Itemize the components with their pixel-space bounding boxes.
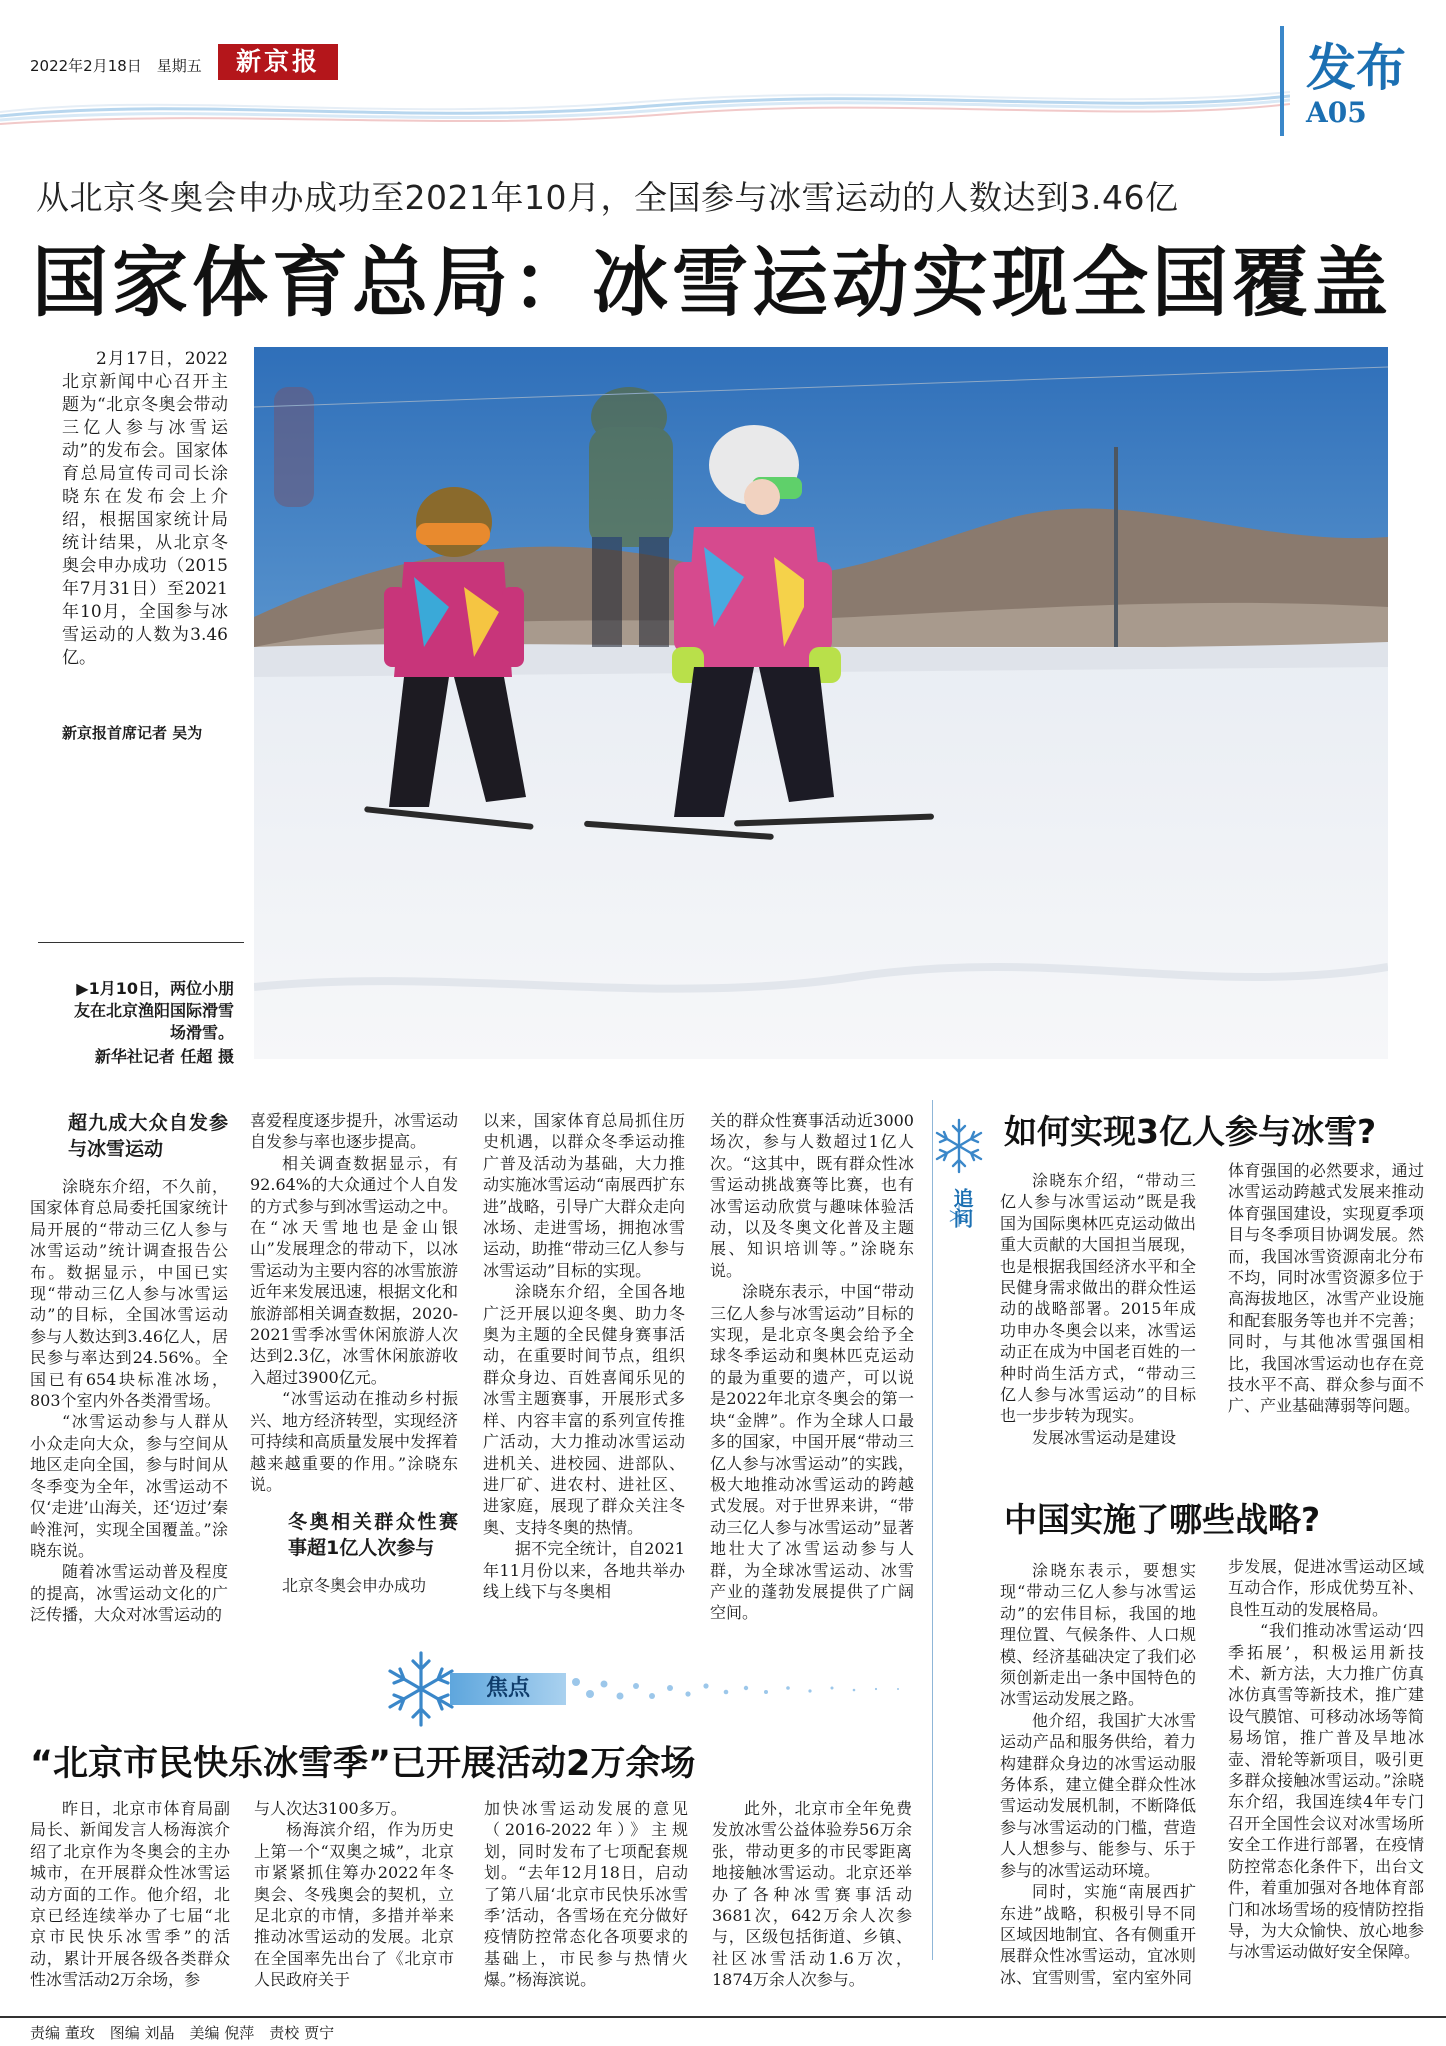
article-column-2 xyxy=(250,1110,458,1597)
caption-rule xyxy=(38,942,244,943)
lead-byline: 新京报首席记者 吴为 xyxy=(62,724,203,742)
paragraph: 他介绍，我国扩大冰雪运动产品和服务供给，着力构建群众身边的冰雪运动服务体系，建立健全群众性冰雪运动发展机制，不断降低参与冰雪运动的门槛，营造人人想参与、能参与、乐于参与的冰雪运动环境。 xyxy=(1000,1710,1196,1880)
paragraph: 涂晓东表示，要想实现“带动三亿人参与冰雪运动”的宏伟目标，我国的地理位置、气候条件、人口规模、经济基础决定了我们必须创新走出一条中国特色的冰雪运动发展之路。 xyxy=(1000,1561,1196,1709)
paragraph: 步发展，促进冰雪运动区域互动合作，形成优势互补、良性互动的发展格局。 xyxy=(1228,1557,1424,1619)
header-wave-decoration xyxy=(0,86,1290,132)
section-divider xyxy=(1280,26,1284,136)
issue-date: 2022年2月18日 星期五 xyxy=(30,57,202,75)
paragraph: “冰雪运动参与人群从小众走向大众，参与空间从地区走向全国，参与时间从冬季变为全年，冰雪运动不仅‘走进’山海关，还‘迈过’秦岭淮河，实现全国覆盖。”涂晓东说。 xyxy=(30,1412,228,1560)
qa-question-1-column-2 xyxy=(1228,1160,1424,1417)
paragraph: 关的群众性赛事活动近3000场次，参与人数超过1亿人次。“这其中，既有群众性冰雪运动挑战赛等比赛，也有冰雪运动欣赏与趣味体验活动，以及冬奥文化普及主题展、知识培训等。”涂晓东说。 xyxy=(710,1111,914,1280)
paragraph: 以来，国家体育总局抓住历史机遇，以群众冬季运动推广普及活动为基础，大力推动实施冰雪运动“南展西扩东进”战略，引导广大群众走向冰场、走进雪场，拥抱冰雪运动，助推“带动三亿人参与冰雪运动”目标的实现。 xyxy=(483,1111,685,1280)
focus-column-1 xyxy=(30,1798,230,1991)
paragraph: 昨日，北京市体育局副局长、新闻发言人杨海滨介绍了北京作为冬奥会的主办城市，在开展群众性冰雪运动方面的工作。他介绍，北京已经连续举办了七届“北京市民快乐冰雪季”的活动，累计开展各级各类群众性冰雪活动2万余场，参 xyxy=(30,1799,230,1990)
paragraph: 涂晓东介绍，不久前，国家体育总局委托国家统计局开展的“带动三亿人参与冰雪运动”统计调查报告公布。数据显示，中国已实现“带动三亿人参与冰雪运动”的目标，全国冰雪运动参与人数达到3.46亿人，居民参与率达到24.56%。全国已有654块标准冰场，803个室内外各类滑雪场。 xyxy=(30,1177,228,1411)
paragraph: 涂晓东表示，中国“带动三亿人参与冰雪运动”目标的实现，是北京冬奥会给予全球冬季运动和奥林匹克运动的最为重要的遗产，可以说是2022年北京冬奥会的第一块“金牌”。作为全球人口最多的国家，中国开展“带动三亿人参与冰雪运动”的实践，极大地推动冰雪运动的跨越式发展。对于世界来讲，“带动三亿人参与冰雪运动”显著地壮大了冰雪运动参与人群，为全球冰雪运动、冰雪产业的蓬勃发展提供了广阔空间。 xyxy=(710,1282,914,1623)
qa-question-2-column-1 xyxy=(1000,1560,1196,1988)
qa-question-2-title: 中国实施了哪些战略? xyxy=(1004,1500,1321,1539)
page-number: A05 xyxy=(1306,96,1367,129)
paragraph: 相关调查数据显示，有92.64%的大众通过个人自发的方式参与到冰雪运动之中。在“冰天雪地也是金山银山”发展理念的带动下，以冰雪运动为主要内容的冰雪旅游近年来发展迅速，根据文化和旅游部相关调查数据，2020-2021雪季冰雪休闲旅游人次达到2.3亿，冰雪休闲旅游收入超过3900亿元。 xyxy=(250,1153,459,1387)
newspaper-logo: 新京报 xyxy=(218,44,338,80)
subhead-2: 冬奥相关群众性赛事超1亿人次参与 xyxy=(288,1511,458,1560)
qa-question-2-column-2 xyxy=(1228,1556,1424,1963)
paragraph: 据不完全统计，自2021年11月份以来，各地共举办线上线下与冬奥相 xyxy=(483,1539,685,1601)
photo-caption: ▶1月10日，两位小朋友在北京渔阳国际滑雪场滑雪。 xyxy=(73,979,234,1042)
ski-photo xyxy=(254,347,1388,1059)
headline-kicker: 从北京冬奥会申办成功至2021年10月，全国参与冰雪运动的人数达到3.46亿 xyxy=(36,178,1179,217)
paragraph: 同时，实施“南展西扩东进”战略，积极引导不同区域因地制宜、各有侧重开展群众性冰雪运动，宜冰则冰、宜雪则雪，室内室外同 xyxy=(1000,1882,1196,1987)
subhead-1: 超九成大众自发参与冰雪运动 xyxy=(68,1112,228,1160)
focus-title: “北京市民快乐冰雪季”已开展活动2万余场 xyxy=(30,1744,696,1784)
focus-column-3 xyxy=(484,1798,688,1991)
article-column-1 xyxy=(30,1110,228,1626)
paragraph: 喜爱程度逐步提升，冰雪运动自发参与率也逐步提高。 xyxy=(250,1111,459,1152)
paragraph: 随着冰雪运动普及程度的提高，冰雪运动文化的广泛传播，大众对冰雪运动的 xyxy=(30,1562,228,1625)
paragraph: 加快冰雪运动发展的意见（2016-2022年）》主规划，同时发布了七项配套规划。“去年12月18日，启动了第八届‘北京市民快乐冰雪季’活动，各雪场在充分做好疫情防控常态化各项要求的基础上，市民参与热情火爆。”杨海滨说。 xyxy=(484,1799,688,1990)
paragraph: 此外，北京市全年免费发放冰雪公益体验券56万余张，带动更多的市民零距离地接触冰雪运动。北京还举办了各种冰雪赛事活动3681次，642万余人次参与，区级包括街道、乡镇、社区冰雪活动1.6万次，1874万余人次参与。 xyxy=(712,1799,912,1990)
paragraph: 涂晓东介绍，“带动三亿人参与冰雪运动”既是我国为国际奥林匹克运动做出重大贡献的大国担当展现，也是根据我国经济水平和全民健身需求做出的群众性运动的战略部署。2015年成功申办冬奥会以来，冰雪运动正在成为中国老百姓的一种时尚生活方式，“带动三亿人参与冰雪运动”的目标也一步步转为现实。 xyxy=(1000,1171,1196,1426)
lead-paragraph: 2月17日，2022北京新闻中心召开主题为“北京冬奥会带动三亿人参与冰雪运动”的发布会。国家体育总局宣传司司长涂晓东在发布会上介绍，根据国家统计局统计结果，从北京冬奥会申办成功（2015年7月31日）至2021年10月，全国参与冰雪运动的人数为3.46亿。 xyxy=(62,349,228,668)
paragraph: “冰雪运动在推动乡村振兴、地方经济转型，实现经济可持续和高质量发展中发挥着越来越重要的作用。”涂晓东说。 xyxy=(250,1389,459,1494)
photo-credit: 新华社记者 任超 摄 xyxy=(94,1047,234,1066)
qa-badge-label: 追问 xyxy=(950,1188,974,1228)
focus-badge: 焦点 xyxy=(450,1673,566,1705)
qa-question-1-title: 如何实现3亿人参与冰雪? xyxy=(1004,1112,1377,1151)
footer-rule xyxy=(0,2016,1446,2018)
qa-question-1-column-1 xyxy=(1000,1170,1196,1448)
dotted-decoration xyxy=(566,1672,926,1706)
paragraph: 杨海滨介绍，作为历史上第一个“双奥之城”，北京市紧紧抓住筹办2022年冬奥会、冬残奥会的契机，立足北京的市情，多措并举来推动冰雪运动的发展。北京在全国率先出台了《北京市人民政府关于 xyxy=(254,1820,454,1990)
paragraph: 涂晓东介绍，全国各地广泛开展以迎冬奥、助力冬奥为主题的全民健身赛事活动，在重要时间节点，组织群众身边、百姓喜闻乐见的冰雪主题赛事，开展形式多样、内容丰富的系列宣传推广活动，大力推动冰雪运动进机关、进校园、进部队、进厂矿、进农村、进社区、进家庭，展现了群众关注冬奥、支持冬奥的热情。 xyxy=(483,1282,685,1537)
section-name: 发布 xyxy=(1306,39,1406,97)
paragraph: “我们推动冰雪运动‘四季拓展’，积极运用新技术、新方法，大力推广仿真冰仿真雪等新技术，推广建设气膜馆、可移动冰场等简易场馆，推广普及旱地冰壶、滑轮等新项目，吸引更多群众接触冰雪运动。”涂晓东介绍，我国连续4年专门召开全国性会议对冰雪场所安全工作进行部署，在疫情防控常态化条件下，出台文件，着重加强对各地体育部门和冰场雪场的疫情防控指导，为大众愉快、放心地参与冰雪运动做好安全保障。 xyxy=(1228,1621,1424,1962)
focus-column-4 xyxy=(712,1798,912,1991)
article-column-4 xyxy=(710,1110,914,1624)
paragraph: 发展冰雪运动是建设 xyxy=(1032,1427,1177,1447)
headline-title: 国家体育总局：冰雪运动实现全国覆盖 xyxy=(32,238,1392,327)
paragraph: 与人次达3100多万。 xyxy=(254,1799,407,1818)
paragraph: 体育强国的必然要求，通过冰雪运动跨越式发展来推动体育强国建设，实现夏季项目与冬季项目协调发展。然而，我国冰雪资源南北分布不均，同时冰雪资源多位于高海拔地区，冰雪产业设施和配套服务等也并不完善；同时，与其他冰雪强国相比，我国冰雪运动也存在竞技水平不高、群众参与面不广、产业基础薄弱等问题。 xyxy=(1228,1161,1424,1416)
focus-column-2 xyxy=(254,1798,454,1991)
paragraph: 北京冬奥会申办成功 xyxy=(282,1576,427,1596)
article-column-3 xyxy=(483,1110,685,1602)
editor-credits: 责编 董玫 图编 刘晶 美编 倪萍 责校 贾宁 xyxy=(30,2024,335,2042)
